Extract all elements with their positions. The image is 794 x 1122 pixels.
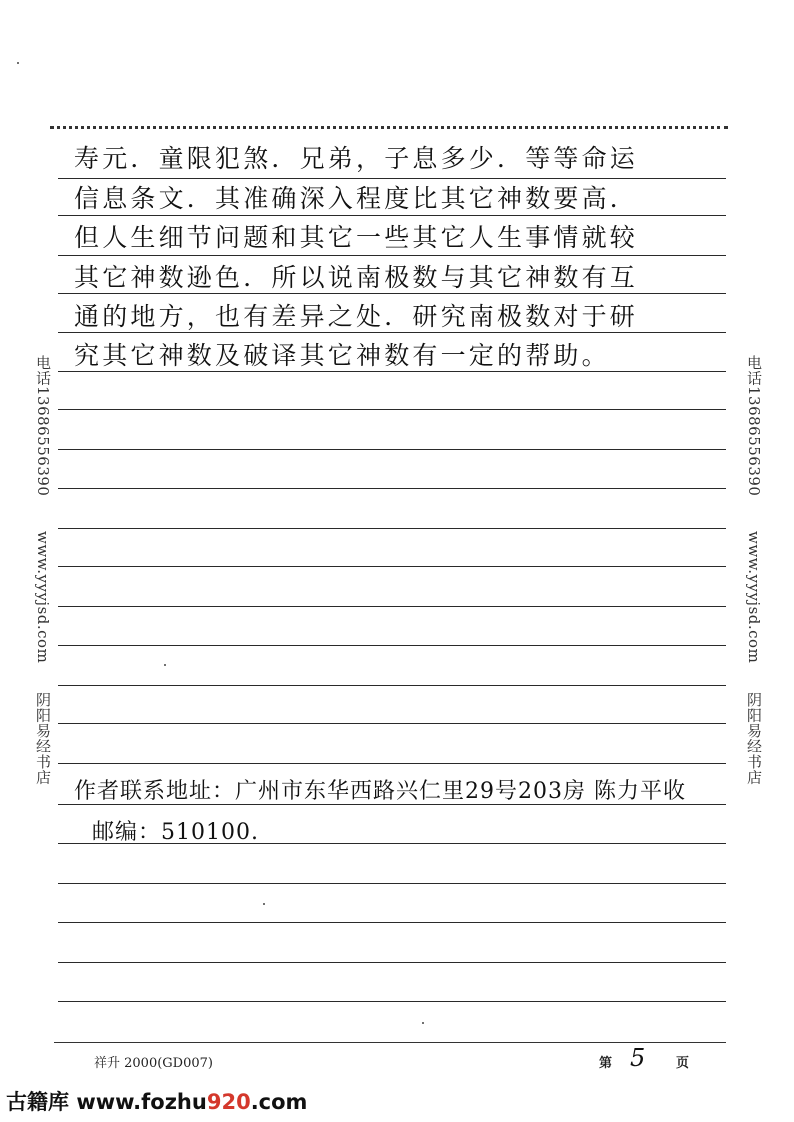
site-brand-watermark xyxy=(6,1086,307,1116)
scan-speck xyxy=(263,903,265,905)
ruled-line xyxy=(58,922,726,923)
ruled-line xyxy=(58,804,726,805)
ruled-line xyxy=(58,293,726,294)
ruled-line xyxy=(58,763,726,764)
page-prefix: 第 xyxy=(599,1056,613,1071)
watermark-shop: 阴阳易经书店 xyxy=(34,691,52,785)
scan-speck xyxy=(17,62,19,64)
author-contact-address: 作者联系地址：广州市东华西路兴仁里29号203房 陈力平收 xyxy=(74,779,686,804)
ruled-line xyxy=(58,178,726,179)
ruled-line xyxy=(58,488,726,489)
site-brand-url: www.fozhu920.com xyxy=(76,1090,308,1114)
site-brand-name: 古籍库 xyxy=(6,1090,69,1114)
footer-rule xyxy=(54,1042,726,1043)
watermark-phone: 电话13686556390 xyxy=(745,355,763,497)
ruled-line xyxy=(58,1001,726,1002)
left-margin-watermark xyxy=(32,355,54,785)
ruled-line xyxy=(58,843,726,844)
watermark-phone: 电话13686556390 xyxy=(34,355,52,497)
ruled-line xyxy=(58,645,726,646)
scan-speck xyxy=(164,664,166,666)
page-suffix: 页 xyxy=(676,1056,690,1071)
handwriting-line-6: 究其它神数及破译其它神数有一定的帮助。 xyxy=(74,341,610,370)
ruled-line xyxy=(58,685,726,686)
postcode: 邮编：510100. xyxy=(92,820,259,845)
watermark-website: www.yyyjsd.com xyxy=(34,531,52,664)
ruled-line xyxy=(58,449,726,450)
ruled-line xyxy=(58,723,726,724)
watermark-website: www.yyyjsd.com xyxy=(745,531,763,664)
ruled-line xyxy=(58,255,726,256)
handwriting-line-1: 寿元．童限犯煞．兄弟，子息多少．等等命运 xyxy=(74,144,639,173)
handwriting-line-4: 其它神数逊色．所以说南极数与其它神数有互 xyxy=(74,263,639,292)
handwriting-line-2: 信息条文．其准确深入程度比其它神数要高． xyxy=(74,184,639,213)
page-number: 5 xyxy=(630,1044,646,1072)
right-margin-watermark xyxy=(743,355,765,785)
series-code: 祥升 2000(GD007) xyxy=(94,1056,213,1071)
ruled-line xyxy=(58,332,726,333)
header-dotted-rule xyxy=(50,126,728,132)
ruled-line xyxy=(58,566,726,567)
ruled-line xyxy=(58,215,726,216)
scan-speck xyxy=(422,1022,424,1024)
ruled-line xyxy=(58,409,726,410)
handwriting-line-5: 通的地方，也有差异之处．研究南极数对于研 xyxy=(74,302,639,331)
watermark-shop: 阴阳易经书店 xyxy=(745,691,763,785)
ruled-line xyxy=(58,606,726,607)
ruled-line xyxy=(58,528,726,529)
handwriting-line-3: 但人生细节问题和其它一些其它人生事情就较 xyxy=(74,223,639,252)
ruled-line xyxy=(58,962,726,963)
ruled-line xyxy=(58,883,726,884)
ruled-line xyxy=(58,371,726,372)
